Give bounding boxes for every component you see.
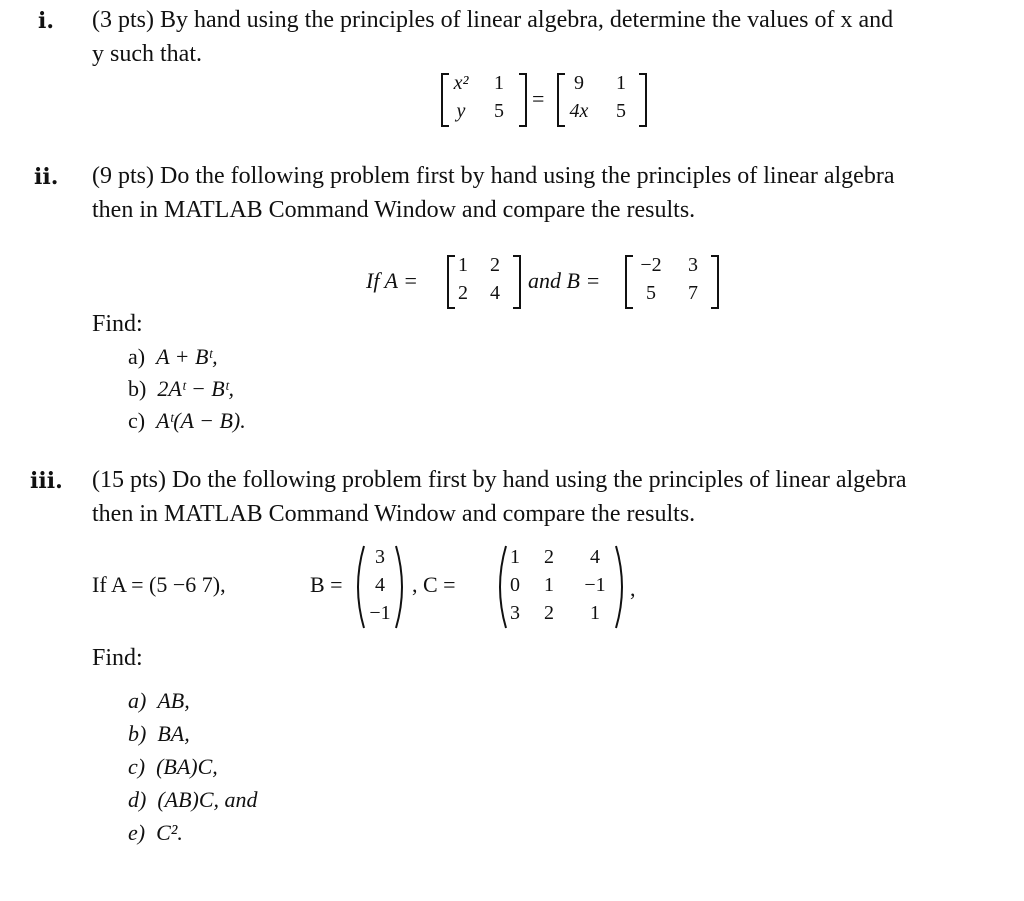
q3-if-a: If A = (5 −6 7), (92, 572, 226, 597)
right-bracket-icon (638, 72, 648, 128)
q3-b-cell: 4 (375, 574, 385, 596)
right-paren-icon (394, 544, 408, 630)
q2-a-cell: 4 (490, 282, 500, 304)
list-item (128, 820, 258, 853)
item-expr: BA, (157, 721, 190, 746)
q3-trailing-comma: , (630, 576, 636, 601)
q3-find-list (128, 688, 258, 853)
q2-text-line1: (9 pts) Do the following problem first by hand using the principles of linear algebra (92, 163, 895, 189)
q1-rhs-cell: 5 (616, 100, 626, 122)
item-label: c) (128, 754, 146, 779)
q1-equals: = (532, 86, 545, 111)
q3-c-cell: 1 (590, 602, 600, 624)
left-paren-icon (352, 544, 366, 630)
q2-find-list (128, 344, 246, 440)
q3-c-cell: −1 (584, 574, 606, 596)
item-expr: 2Aᵗ − Bᵗ, (157, 376, 234, 401)
q3-text-line2: then in MATLAB Command Window and compare the results. (92, 501, 696, 527)
q3-b-cell: 3 (375, 546, 385, 568)
item-label: d) (128, 787, 147, 812)
q1-rhs-cell: 1 (616, 72, 626, 94)
q3-c-cell: 1 (544, 574, 554, 596)
q1-lhs-cell: 5 (494, 100, 504, 122)
q3-c-cell: 2 (544, 546, 554, 568)
item-label: a) (128, 344, 146, 369)
q2-find-label: Find: (92, 311, 143, 337)
q2-matrix-a (446, 254, 522, 310)
q3-text-line1: (15 pts) Do the following problem first by hand using the principles of linear algebra (92, 467, 907, 493)
list-item (128, 688, 258, 721)
q3-c-cell: 2 (544, 602, 554, 624)
q3-c-cell: 0 (510, 574, 520, 596)
item-label: a) (128, 688, 147, 713)
q3-matrix-b (352, 544, 408, 630)
q1-numeral: i. (38, 8, 55, 34)
list-item (128, 344, 246, 376)
right-bracket-icon (518, 72, 528, 128)
list-item (128, 376, 246, 408)
q3-matrix-c (494, 544, 630, 630)
item-label: c) (128, 408, 146, 433)
q3-c-cell: 3 (510, 602, 520, 624)
q1-rhs-cell: 9 (574, 72, 584, 94)
q1-lhs-cell: x² (453, 72, 469, 94)
right-bracket-icon (512, 254, 522, 310)
q2-b-cell: 5 (646, 282, 656, 304)
q2-a-cell: 2 (458, 282, 468, 304)
q1-lhs-cell: y (456, 100, 466, 122)
q1-lhs-cell: 1 (494, 72, 504, 94)
item-expr: AB, (157, 688, 190, 713)
right-paren-icon (614, 544, 628, 630)
list-item (128, 721, 258, 754)
q3-numeral: iii. (30, 468, 63, 494)
item-label: e) (128, 820, 146, 845)
item-label: b) (128, 376, 147, 401)
q2-a-cell: 2 (490, 254, 500, 276)
q1-rhs-matrix (556, 72, 648, 128)
q3-b-cell: −1 (369, 602, 391, 624)
item-expr: C². (156, 820, 183, 845)
list-item (128, 754, 258, 787)
q3-b-label: B = (310, 572, 343, 597)
q1-rhs-cell: 4x (569, 100, 589, 122)
item-expr: Aᵗ(A − B). (156, 408, 246, 433)
q3-c-label: , C = (412, 572, 456, 597)
left-bracket-icon (624, 254, 634, 310)
item-expr: A + Bᵗ, (156, 344, 218, 369)
q1-text-line2: y such that. (92, 41, 202, 67)
q2-b-cell: 7 (688, 282, 698, 304)
q2-text-line2: then in MATLAB Command Window and compare the results. (92, 197, 696, 223)
list-item (128, 408, 246, 440)
q1-lhs-matrix (440, 72, 528, 128)
q1-text-line1: (3 pts) By hand using the principles of linear algebra, determine the values of x and (92, 7, 894, 33)
q2-b-cell: 3 (688, 254, 698, 276)
item-label: b) (128, 721, 147, 746)
q2-b-cell: −2 (640, 254, 662, 276)
q3-c-cell: 4 (590, 546, 600, 568)
q2-and-b: and B = (528, 268, 601, 293)
q2-a-cell: 1 (458, 254, 468, 276)
q3-find-label: Find: (92, 645, 143, 671)
item-expr: (BA)C, (156, 754, 218, 779)
q2-numeral: ii. (34, 164, 59, 190)
right-bracket-icon (710, 254, 720, 310)
q3-c-cell: 1 (510, 546, 520, 568)
q2-matrix-b (624, 254, 720, 310)
q2-if-a: If A = (366, 268, 418, 293)
list-item (128, 787, 258, 820)
item-expr: (AB)C, and (157, 787, 258, 812)
